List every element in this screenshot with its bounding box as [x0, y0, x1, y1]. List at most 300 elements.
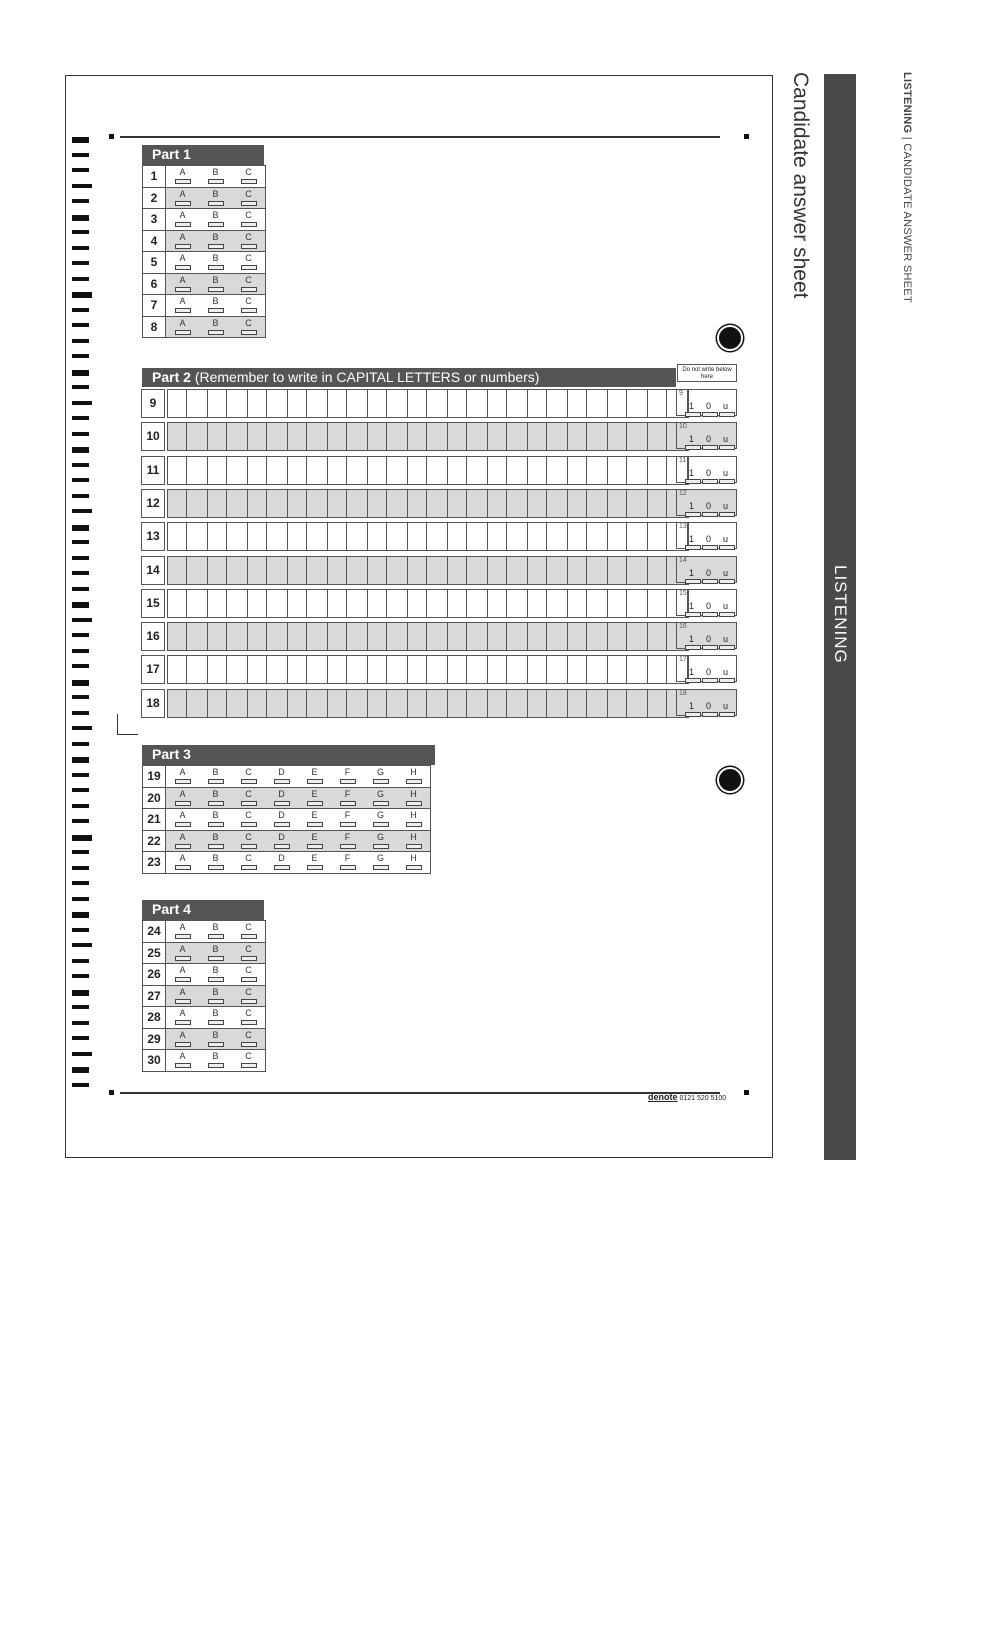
letter-box[interactable] — [187, 390, 208, 417]
letter-box[interactable] — [387, 656, 408, 683]
option-mark-box[interactable] — [340, 822, 356, 827]
letter-box[interactable] — [387, 690, 408, 717]
letter-box[interactable] — [528, 557, 547, 584]
letter-box[interactable] — [568, 523, 587, 550]
option-mark-box[interactable] — [340, 779, 356, 784]
option-mark-box[interactable] — [307, 801, 323, 806]
letter-box[interactable] — [467, 490, 488, 517]
letter-box[interactable] — [267, 523, 288, 550]
option-bubble[interactable] — [232, 254, 265, 270]
letter-box[interactable] — [248, 390, 267, 417]
letter-box[interactable] — [507, 656, 528, 683]
letter-box[interactable] — [347, 390, 368, 417]
option-mark-box[interactable] — [307, 865, 323, 870]
letter-box[interactable] — [387, 457, 408, 484]
option-bubble[interactable] — [298, 790, 331, 806]
letter-box[interactable] — [507, 557, 528, 584]
letter-box[interactable] — [507, 490, 528, 517]
letter-box[interactable] — [328, 457, 347, 484]
option-mark-box[interactable] — [208, 977, 224, 982]
letter-box[interactable] — [608, 623, 627, 650]
letter-box[interactable] — [427, 623, 448, 650]
letter-box[interactable] — [368, 390, 387, 417]
letter-box[interactable] — [168, 623, 187, 650]
letter-box[interactable] — [328, 557, 347, 584]
option-mark-box[interactable] — [406, 801, 422, 806]
option-mark-box[interactable] — [208, 1020, 224, 1025]
letter-boxes[interactable] — [167, 556, 689, 585]
letter-box[interactable] — [528, 590, 547, 617]
option-mark-box[interactable] — [241, 330, 257, 335]
option-mark-box[interactable] — [175, 822, 191, 827]
letter-box[interactable] — [187, 423, 208, 450]
option-mark-box[interactable] — [208, 201, 224, 206]
letter-box[interactable] — [187, 623, 208, 650]
option-mark-box[interactable] — [274, 822, 290, 827]
letter-box[interactable] — [427, 490, 448, 517]
option-bubble[interactable] — [166, 811, 199, 827]
letter-box[interactable] — [427, 457, 448, 484]
option-bubble[interactable] — [199, 768, 232, 784]
letter-box[interactable] — [307, 590, 328, 617]
letter-box[interactable] — [408, 490, 427, 517]
letter-box[interactable] — [507, 523, 528, 550]
letter-box[interactable] — [408, 690, 427, 717]
option-mark-box[interactable] — [241, 244, 257, 249]
option-bubble[interactable] — [265, 768, 298, 784]
letter-box[interactable] — [187, 557, 208, 584]
option-bubble[interactable] — [232, 1052, 265, 1068]
letter-box[interactable] — [587, 490, 608, 517]
option-mark-box[interactable] — [241, 999, 257, 1004]
letter-box[interactable] — [288, 423, 307, 450]
option-bubble[interactable] — [199, 790, 232, 806]
letter-box[interactable] — [467, 623, 488, 650]
letter-box[interactable] — [347, 656, 368, 683]
letter-box[interactable] — [488, 656, 507, 683]
option-mark-box[interactable] — [274, 801, 290, 806]
option-bubble[interactable] — [232, 988, 265, 1004]
letter-box[interactable] — [507, 590, 528, 617]
letter-box[interactable] — [328, 390, 347, 417]
letter-box[interactable] — [368, 457, 387, 484]
letter-box[interactable] — [248, 423, 267, 450]
letter-box[interactable] — [427, 423, 448, 450]
option-bubble[interactable] — [364, 768, 397, 784]
letter-boxes[interactable] — [167, 422, 689, 451]
option-mark-box[interactable] — [175, 265, 191, 270]
letter-box[interactable] — [307, 656, 328, 683]
letter-box[interactable] — [627, 457, 648, 484]
letter-box[interactable] — [448, 690, 467, 717]
option-bubble[interactable] — [232, 233, 265, 249]
letter-box[interactable] — [608, 690, 627, 717]
option-bubble[interactable] — [166, 1031, 199, 1047]
option-mark-box[interactable] — [208, 865, 224, 870]
letter-box[interactable] — [208, 390, 227, 417]
option-mark-box[interactable] — [241, 265, 257, 270]
letter-box[interactable] — [248, 623, 267, 650]
letter-box[interactable] — [208, 690, 227, 717]
option-bubble[interactable] — [331, 811, 364, 827]
option-mark-box[interactable] — [274, 779, 290, 784]
option-mark-box[interactable] — [175, 956, 191, 961]
letter-boxes[interactable] — [167, 589, 689, 618]
letter-box[interactable] — [467, 457, 488, 484]
letter-box[interactable] — [448, 656, 467, 683]
letter-box[interactable] — [587, 523, 608, 550]
letter-box[interactable] — [328, 690, 347, 717]
letter-box[interactable] — [648, 623, 667, 650]
letter-box[interactable] — [368, 557, 387, 584]
option-bubble[interactable] — [331, 854, 364, 870]
letter-box[interactable] — [307, 457, 328, 484]
option-bubble[interactable] — [199, 233, 232, 249]
letter-box[interactable] — [528, 656, 547, 683]
option-bubble[interactable] — [199, 319, 232, 335]
option-mark-box[interactable] — [241, 956, 257, 961]
letter-box[interactable] — [568, 690, 587, 717]
letter-box[interactable] — [168, 490, 187, 517]
letter-box[interactable] — [208, 457, 227, 484]
letter-box[interactable] — [347, 557, 368, 584]
option-bubble[interactable] — [166, 319, 199, 335]
letter-box[interactable] — [168, 656, 187, 683]
letter-box[interactable] — [208, 423, 227, 450]
option-bubble[interactable] — [331, 768, 364, 784]
letter-box[interactable] — [427, 557, 448, 584]
letter-box[interactable] — [248, 523, 267, 550]
letter-box[interactable] — [547, 523, 568, 550]
letter-box[interactable] — [187, 457, 208, 484]
letter-box[interactable] — [467, 590, 488, 617]
letter-box[interactable] — [267, 557, 288, 584]
letter-box[interactable] — [347, 690, 368, 717]
option-mark-box[interactable] — [373, 865, 389, 870]
letter-box[interactable] — [408, 557, 427, 584]
letter-box[interactable] — [328, 590, 347, 617]
option-bubble[interactable] — [232, 211, 265, 227]
letter-box[interactable] — [547, 656, 568, 683]
letter-box[interactable] — [408, 457, 427, 484]
option-mark-box[interactable] — [208, 222, 224, 227]
option-mark-box[interactable] — [208, 179, 224, 184]
letter-box[interactable] — [307, 523, 328, 550]
letter-box[interactable] — [547, 423, 568, 450]
option-mark-box[interactable] — [208, 265, 224, 270]
letter-box[interactable] — [648, 690, 667, 717]
letter-box[interactable] — [648, 457, 667, 484]
letter-box[interactable] — [208, 623, 227, 650]
letter-box[interactable] — [528, 490, 547, 517]
letter-box[interactable] — [528, 690, 547, 717]
letter-box[interactable] — [307, 390, 328, 417]
letter-box[interactable] — [627, 490, 648, 517]
option-mark-box[interactable] — [241, 308, 257, 313]
letter-box[interactable] — [168, 390, 187, 417]
option-bubble[interactable] — [232, 1031, 265, 1047]
option-mark-box[interactable] — [241, 201, 257, 206]
option-bubble[interactable] — [232, 1009, 265, 1025]
letter-box[interactable] — [267, 623, 288, 650]
option-mark-box[interactable] — [241, 934, 257, 939]
letter-box[interactable] — [368, 523, 387, 550]
letter-box[interactable] — [307, 557, 328, 584]
option-bubble[interactable] — [298, 833, 331, 849]
letter-box[interactable] — [547, 590, 568, 617]
letter-box[interactable] — [448, 390, 467, 417]
letter-box[interactable] — [568, 590, 587, 617]
letter-box[interactable] — [267, 423, 288, 450]
option-mark-box[interactable] — [241, 801, 257, 806]
letter-box[interactable] — [248, 557, 267, 584]
letter-box[interactable] — [248, 690, 267, 717]
option-bubble[interactable] — [265, 833, 298, 849]
option-bubble[interactable] — [232, 833, 265, 849]
letter-box[interactable] — [387, 390, 408, 417]
letter-box[interactable] — [387, 590, 408, 617]
letter-box[interactable] — [368, 656, 387, 683]
letter-box[interactable] — [347, 457, 368, 484]
option-bubble[interactable] — [166, 1052, 199, 1068]
letter-box[interactable] — [608, 590, 627, 617]
option-mark-box[interactable] — [208, 801, 224, 806]
letter-box[interactable] — [507, 457, 528, 484]
letter-boxes[interactable] — [167, 522, 689, 551]
option-bubble[interactable] — [166, 966, 199, 982]
letter-box[interactable] — [248, 656, 267, 683]
letter-box[interactable] — [488, 457, 507, 484]
letter-box[interactable] — [267, 390, 288, 417]
letter-box[interactable] — [648, 590, 667, 617]
letter-boxes[interactable] — [167, 489, 689, 518]
option-mark-box[interactable] — [373, 844, 389, 849]
option-mark-box[interactable] — [175, 330, 191, 335]
letter-box[interactable] — [328, 656, 347, 683]
letter-box[interactable] — [328, 523, 347, 550]
option-bubble[interactable] — [298, 768, 331, 784]
letter-box[interactable] — [488, 523, 507, 550]
letter-box[interactable] — [608, 523, 627, 550]
letter-box[interactable] — [568, 423, 587, 450]
letter-box[interactable] — [347, 423, 368, 450]
letter-box[interactable] — [187, 523, 208, 550]
option-mark-box[interactable] — [175, 287, 191, 292]
letter-box[interactable] — [648, 423, 667, 450]
option-mark-box[interactable] — [208, 779, 224, 784]
letter-box[interactable] — [528, 390, 547, 417]
option-bubble[interactable] — [166, 190, 199, 206]
option-bubble[interactable] — [331, 790, 364, 806]
letter-box[interactable] — [547, 457, 568, 484]
letter-box[interactable] — [427, 523, 448, 550]
option-mark-box[interactable] — [175, 999, 191, 1004]
letter-box[interactable] — [347, 623, 368, 650]
option-bubble[interactable] — [166, 923, 199, 939]
letter-box[interactable] — [627, 523, 648, 550]
letter-boxes[interactable] — [167, 689, 689, 718]
option-mark-box[interactable] — [208, 844, 224, 849]
option-bubble[interactable] — [199, 988, 232, 1004]
letter-box[interactable] — [488, 690, 507, 717]
letter-box[interactable] — [328, 490, 347, 517]
letter-boxes[interactable] — [167, 456, 689, 485]
option-mark-box[interactable] — [175, 201, 191, 206]
letter-box[interactable] — [227, 590, 248, 617]
letter-box[interactable] — [408, 523, 427, 550]
letter-box[interactable] — [528, 423, 547, 450]
letter-box[interactable] — [187, 690, 208, 717]
option-bubble[interactable] — [166, 833, 199, 849]
letter-boxes[interactable] — [167, 389, 689, 418]
letter-box[interactable] — [568, 623, 587, 650]
letter-box[interactable] — [648, 656, 667, 683]
letter-box[interactable] — [168, 557, 187, 584]
option-bubble[interactable] — [397, 854, 430, 870]
letter-box[interactable] — [627, 690, 648, 717]
letter-box[interactable] — [587, 390, 608, 417]
option-mark-box[interactable] — [208, 999, 224, 1004]
option-bubble[interactable] — [166, 254, 199, 270]
option-mark-box[interactable] — [241, 844, 257, 849]
option-bubble[interactable] — [199, 833, 232, 849]
letter-box[interactable] — [568, 457, 587, 484]
letter-box[interactable] — [627, 623, 648, 650]
option-bubble[interactable] — [364, 833, 397, 849]
option-bubble[interactable] — [331, 833, 364, 849]
option-bubble[interactable] — [265, 790, 298, 806]
option-bubble[interactable] — [199, 811, 232, 827]
letter-box[interactable] — [267, 490, 288, 517]
letter-box[interactable] — [208, 523, 227, 550]
letter-box[interactable] — [608, 390, 627, 417]
letter-box[interactable] — [608, 457, 627, 484]
option-mark-box[interactable] — [373, 801, 389, 806]
letter-box[interactable] — [587, 590, 608, 617]
letter-box[interactable] — [448, 423, 467, 450]
letter-box[interactable] — [547, 490, 568, 517]
option-mark-box[interactable] — [208, 956, 224, 961]
letter-box[interactable] — [208, 656, 227, 683]
option-mark-box[interactable] — [241, 1020, 257, 1025]
letter-box[interactable] — [648, 490, 667, 517]
option-mark-box[interactable] — [241, 1063, 257, 1068]
option-mark-box[interactable] — [208, 822, 224, 827]
letter-box[interactable] — [168, 457, 187, 484]
option-mark-box[interactable] — [175, 801, 191, 806]
letter-box[interactable] — [368, 590, 387, 617]
option-mark-box[interactable] — [175, 1042, 191, 1047]
option-mark-box[interactable] — [208, 1042, 224, 1047]
letter-box[interactable] — [427, 656, 448, 683]
letter-box[interactable] — [568, 557, 587, 584]
letter-box[interactable] — [368, 423, 387, 450]
letter-box[interactable] — [568, 656, 587, 683]
option-mark-box[interactable] — [241, 222, 257, 227]
option-mark-box[interactable] — [340, 801, 356, 806]
option-bubble[interactable] — [265, 854, 298, 870]
option-mark-box[interactable] — [208, 308, 224, 313]
letter-box[interactable] — [267, 590, 288, 617]
letter-box[interactable] — [208, 557, 227, 584]
letter-box[interactable] — [347, 490, 368, 517]
option-mark-box[interactable] — [175, 934, 191, 939]
letter-box[interactable] — [187, 656, 208, 683]
letter-box[interactable] — [307, 423, 328, 450]
option-mark-box[interactable] — [241, 779, 257, 784]
option-mark-box[interactable] — [208, 934, 224, 939]
option-bubble[interactable] — [199, 297, 232, 313]
option-bubble[interactable] — [265, 811, 298, 827]
letter-box[interactable] — [307, 490, 328, 517]
letter-box[interactable] — [448, 590, 467, 617]
letter-box[interactable] — [347, 590, 368, 617]
letter-box[interactable] — [608, 490, 627, 517]
letter-box[interactable] — [227, 523, 248, 550]
letter-box[interactable] — [528, 623, 547, 650]
letter-box[interactable] — [528, 457, 547, 484]
letter-box[interactable] — [608, 656, 627, 683]
option-mark-box[interactable] — [208, 330, 224, 335]
option-mark-box[interactable] — [241, 977, 257, 982]
option-bubble[interactable] — [166, 233, 199, 249]
letter-box[interactable] — [368, 490, 387, 517]
option-bubble[interactable] — [232, 276, 265, 292]
letter-box[interactable] — [427, 390, 448, 417]
letter-box[interactable] — [248, 590, 267, 617]
option-bubble[interactable] — [199, 190, 232, 206]
letter-box[interactable] — [648, 390, 667, 417]
option-bubble[interactable] — [232, 768, 265, 784]
option-mark-box[interactable] — [175, 1020, 191, 1025]
letter-box[interactable] — [288, 623, 307, 650]
option-bubble[interactable] — [232, 945, 265, 961]
option-bubble[interactable] — [199, 211, 232, 227]
letter-box[interactable] — [507, 390, 528, 417]
letter-box[interactable] — [307, 690, 328, 717]
letter-box[interactable] — [168, 523, 187, 550]
letter-box[interactable] — [368, 623, 387, 650]
letter-box[interactable] — [408, 623, 427, 650]
letter-box[interactable] — [408, 656, 427, 683]
option-mark-box[interactable] — [241, 179, 257, 184]
letter-box[interactable] — [627, 557, 648, 584]
option-mark-box[interactable] — [340, 844, 356, 849]
letter-box[interactable] — [387, 490, 408, 517]
option-mark-box[interactable] — [274, 844, 290, 849]
option-bubble[interactable] — [166, 276, 199, 292]
letter-box[interactable] — [488, 623, 507, 650]
letter-box[interactable] — [568, 390, 587, 417]
option-bubble[interactable] — [166, 988, 199, 1004]
option-mark-box[interactable] — [406, 865, 422, 870]
letter-box[interactable] — [408, 390, 427, 417]
letter-box[interactable] — [208, 590, 227, 617]
letter-box[interactable] — [587, 690, 608, 717]
option-mark-box[interactable] — [175, 779, 191, 784]
option-bubble[interactable] — [364, 811, 397, 827]
option-bubble[interactable] — [397, 833, 430, 849]
letter-box[interactable] — [488, 490, 507, 517]
letter-box[interactable] — [507, 690, 528, 717]
option-mark-box[interactable] — [340, 865, 356, 870]
letter-box[interactable] — [547, 690, 568, 717]
letter-box[interactable] — [248, 457, 267, 484]
letter-box[interactable] — [608, 423, 627, 450]
letter-box[interactable] — [307, 623, 328, 650]
option-mark-box[interactable] — [175, 222, 191, 227]
letter-box[interactable] — [488, 423, 507, 450]
